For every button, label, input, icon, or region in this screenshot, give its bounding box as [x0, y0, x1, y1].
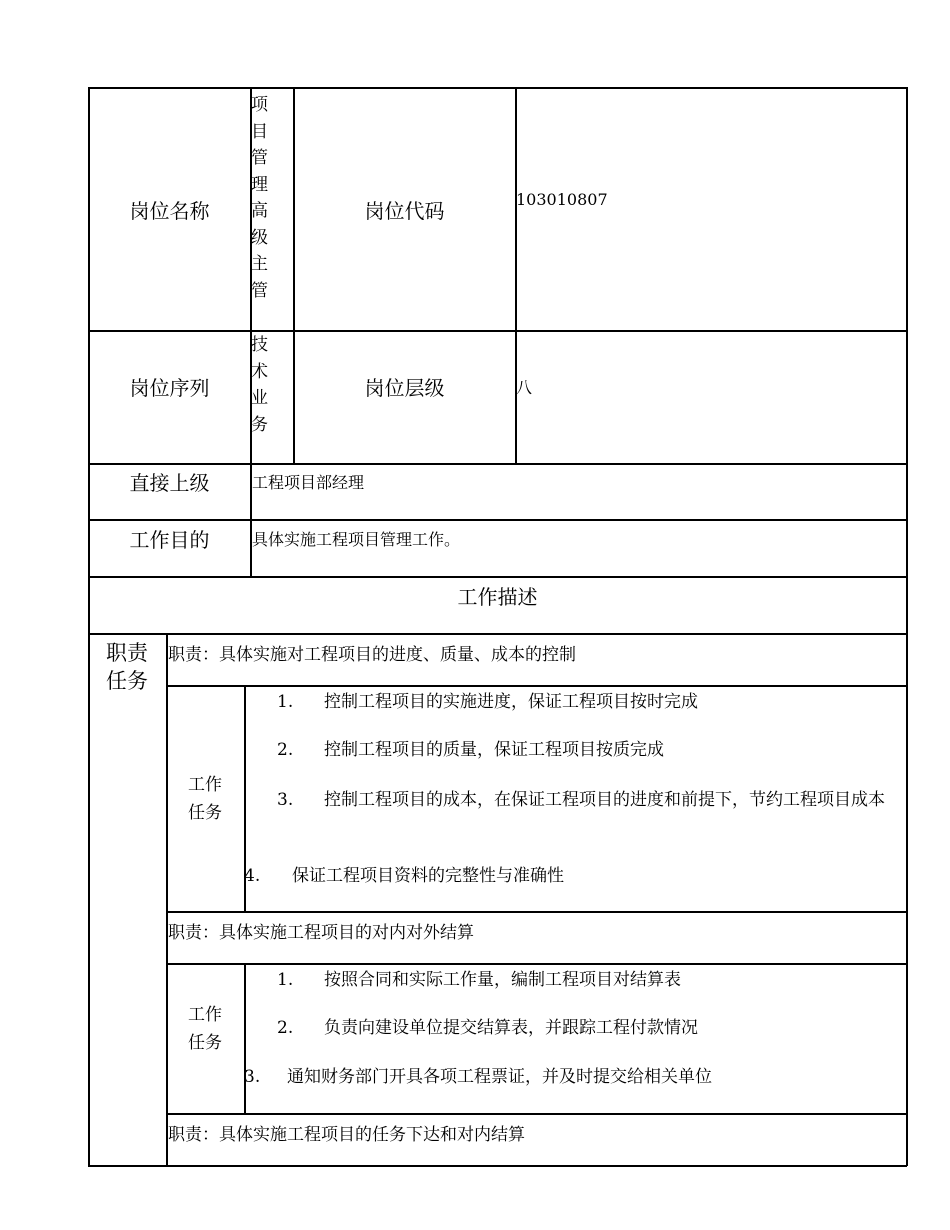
- superior-value: 工程项目部经理: [252, 472, 365, 492]
- post-level-label: 岗位层级: [364, 375, 445, 400]
- post-name-value: 项目管理高级主管: [251, 95, 268, 301]
- purpose-value: 具体实施工程项目管理工作。: [252, 529, 461, 549]
- task-text: 按照合同和实际工作量，编制工程项目对结算表: [324, 970, 681, 990]
- duty-1-text: 职责：具体实施对工程项目的进度、质量、成本的控制: [168, 645, 576, 665]
- duty-3-text: 职责：具体实施工程项目的任务下达和对内结算: [168, 1125, 525, 1145]
- duties-side-label: 职责任务: [106, 641, 148, 693]
- post-seq-value: 技术业务: [251, 335, 268, 435]
- post-level-value: 八: [516, 377, 533, 397]
- post-name-label: 岗位名称: [129, 198, 210, 223]
- grid-line: [88, 1165, 907, 1167]
- grid-line: [906, 87, 908, 1166]
- duty-2-text: 职责：具体实施工程项目的对内对外结算: [168, 923, 474, 943]
- duty-2-task-1: [277, 968, 897, 992]
- duty-1-task-1: [277, 690, 897, 714]
- description-title: 工作描述: [457, 584, 538, 609]
- grid-line: [166, 685, 907, 687]
- purpose-label: 工作目的: [129, 527, 210, 552]
- task-text: 负责向建设单位提交结算表，并跟踪工程付款情况: [324, 1018, 698, 1038]
- task-text: 控制工程项目的实施进度，保证工程项目按时完成: [324, 692, 698, 712]
- post-seq-label: 岗位序列: [129, 375, 210, 400]
- task-number: 2.: [277, 1018, 294, 1038]
- grid-line: [166, 963, 907, 965]
- post-code-label: 岗位代码: [364, 198, 445, 223]
- duty-1-task-2: [277, 738, 897, 762]
- task-text: 控制工程项目的质量，保证工程项目按质完成: [324, 740, 664, 760]
- duty-2-task-label: 工作任务: [188, 1005, 222, 1053]
- duty-1-task-label: 工作任务: [188, 774, 222, 823]
- task-text: 控制工程项目的成本，在保证工程项目的进度和前提下，节约工程项目成本: [324, 790, 885, 810]
- task-number: 1.: [277, 970, 294, 990]
- task-number: 3.: [277, 790, 294, 810]
- task-number: 2.: [277, 740, 294, 760]
- superior-label: 直接上级: [129, 470, 210, 495]
- task-text: 保证工程项目资料的完整性与准确性: [292, 866, 564, 886]
- duty-2-task-3: [244, 1065, 894, 1089]
- post-code-value: 103010807: [516, 189, 608, 209]
- grid-line: [244, 963, 246, 1114]
- duty-1-task-3: [277, 788, 887, 812]
- task-number: 4.: [244, 866, 261, 886]
- task-number: 3.: [244, 1067, 261, 1087]
- duty-2-task-2: [277, 1016, 897, 1040]
- duty-1-task-4: [244, 864, 894, 888]
- task-text: 通知财务部门开具各项工程票证，并及时提交给相关单位: [287, 1067, 712, 1087]
- task-number: 1.: [277, 692, 294, 712]
